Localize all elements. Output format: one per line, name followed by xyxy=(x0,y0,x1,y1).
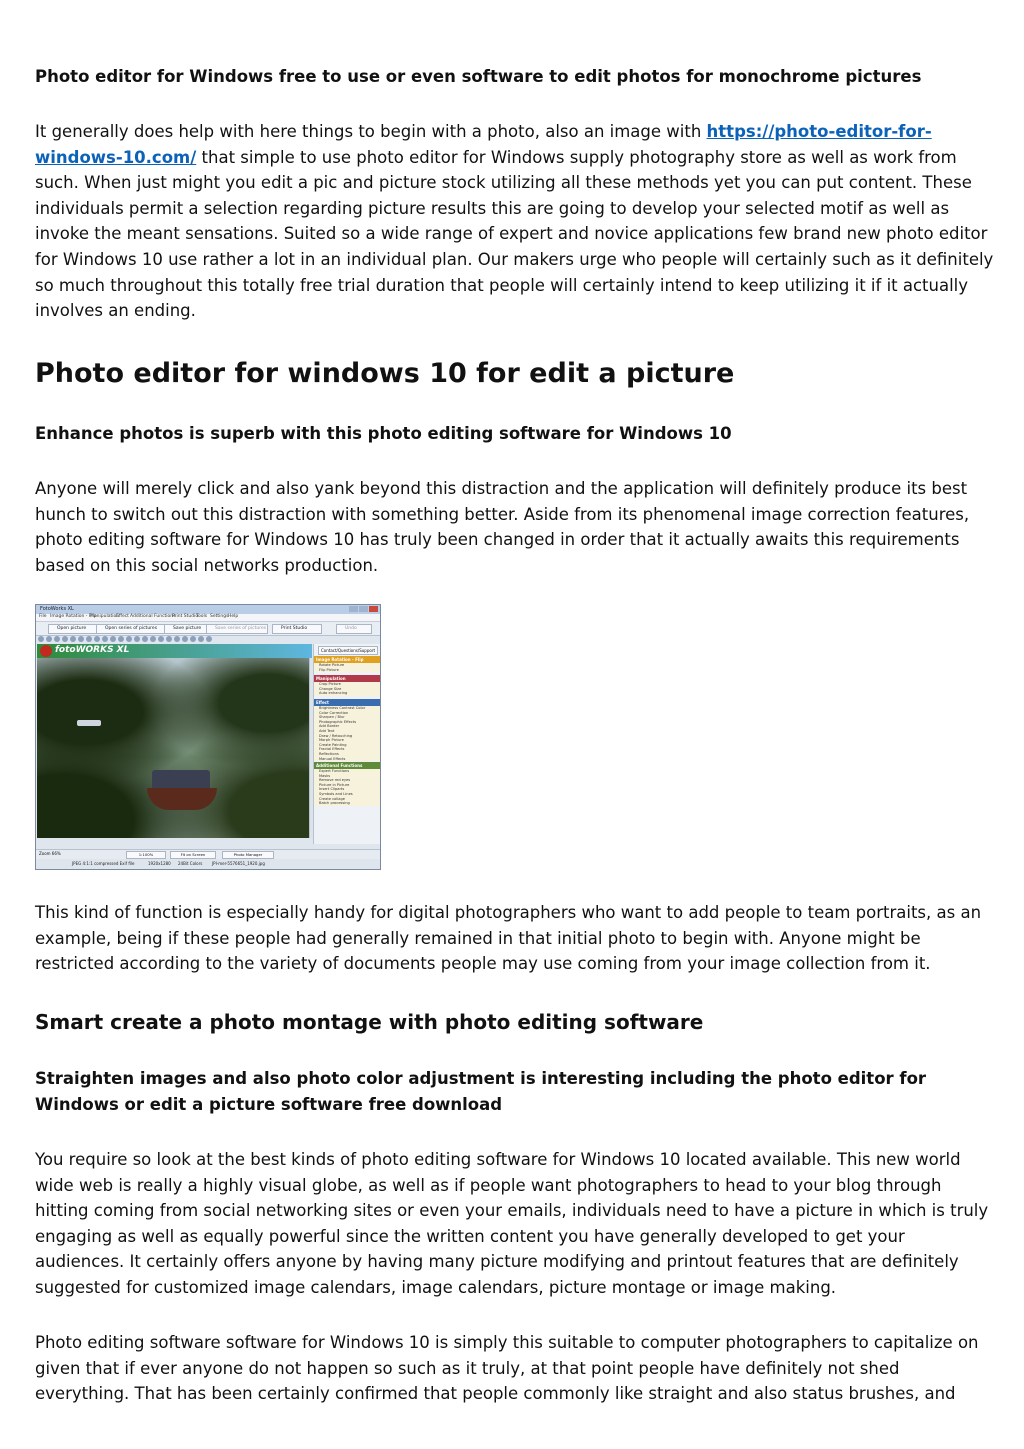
menu-print-studio: Print Studio xyxy=(172,614,199,619)
save-picture-button: Save picture xyxy=(164,624,208,634)
file-info-bar xyxy=(36,859,380,869)
zoom-level: Zoom 66% xyxy=(39,851,61,856)
boat-passengers xyxy=(152,770,210,790)
app-toolbar xyxy=(36,622,380,636)
menu-additional: Additional Functions xyxy=(130,614,176,619)
document-title: Photo editor for Windows free to use or even software to edit photos for monochrome pictures xyxy=(35,67,922,86)
close-icon xyxy=(369,606,378,612)
paragraph-distraction: Anyone will merely click and also yank beyond this distraction and the application will definitely produce its best hunch to switch out this distraction with something better. Aside from its phenomenal image correction features, photo editing software for Windows 10 has truly been changed in order that it actually awaits this requirements based on this social networks production. xyxy=(35,479,970,575)
photo-manager-button: Photo Manager xyxy=(222,851,274,859)
paragraph-best-kinds: You require so look at the best kinds of photo editing software for Windows 10 located available. This new world wide web is really a highly visual globe, as well as if people want photographers to head to your blog through hitting coming from social networking sites or even your emails, individuals need to have a picture in which is truly engaging as well as equally powerful since the written content you have generally developed to get your audiences. It certainly offers anyone by having many picture modifying and printout features that are definitely suggested for customized image calendars, image calendars, picture montage or image making. xyxy=(35,1150,989,1297)
menu-manipulation: Manipulation xyxy=(90,614,120,619)
function-panel xyxy=(313,644,380,844)
brand-logo: fotoWORKS XL xyxy=(55,645,130,655)
menu-tools: Tools xyxy=(196,614,208,619)
window-title: FotoWorks XL xyxy=(40,606,74,612)
file-name: JPI-mer-5576651_1920.jpg xyxy=(212,861,265,866)
paragraph-team-portraits: This kind of function is especially handy for digital photographers who want to add people to team portraits, as an example, being if these people had generally remained in that initial photo to begin with. Anyone might be restricted according to the variety of documents people may use coming from your image collection from it. xyxy=(35,903,982,974)
section-effect: Effect Brightness Contrast Color Color Correction Sharpen / Blur Photographic Effects Add Border Add Text Draw / Retouching Morph Picture Create Painting Fractal Effects Reflections Manual Effects xyxy=(314,699,380,761)
section-heading: Photo editor for windows 10 for edit a picture xyxy=(35,358,735,389)
window-controls xyxy=(348,606,378,613)
intro-paragraph xyxy=(35,119,995,324)
menu-rotation: Image Rotation - Flip xyxy=(50,614,97,619)
app-menubar xyxy=(36,614,380,622)
intro-text-after-link: that simple to use photo editor for Windows supply photography store as well as work from such. When just might you edit a pic and picture stock utilizing all these methods yet you can put content. These individuals permit a selection regarding picture results this are going to develop your selected motif as well as invoke the meant sensations. Suited so a wide range of expert and novice applications few brand new photo editor for Windows 10 use rather a lot in an individual plan. Our makers urge who people will certainly such as it definitely so much throughout this totally free trial duration that people will certainly intend to keep utilizing it if it actually involves an ending. xyxy=(35,147,994,321)
software-screenshot xyxy=(35,604,381,870)
open-series-button: Open series of pictures xyxy=(96,624,166,634)
window-titlebar xyxy=(36,605,380,614)
app-statusbar xyxy=(36,849,380,859)
contact-support-button: Contact/Questions/Support xyxy=(318,646,378,655)
file-format: JPEG 4:1:1 compressed Exif file xyxy=(72,861,135,866)
boat-hull xyxy=(147,788,217,810)
zoom-100-button: 1:100% xyxy=(126,851,166,859)
lake-boat-photo xyxy=(37,658,309,838)
maximize-icon xyxy=(359,606,368,612)
tool-icon-row xyxy=(38,636,310,643)
menu-settings: Settings xyxy=(210,614,229,619)
undo-button: Undo xyxy=(336,624,372,634)
print-studio-button: Print Studio xyxy=(272,624,322,634)
section-manipulation: Manipulation Crop Picture Change Size Auto enhancing xyxy=(314,675,380,696)
fit-screen-button: Fit on Screen xyxy=(170,851,216,859)
subheading-enhance: Enhance photos is superb with this photo editing software for Windows 10 xyxy=(35,424,732,443)
section-heading-montage: Smart create a photo montage with photo editing software xyxy=(35,1010,704,1034)
open-picture-button: Open picture xyxy=(48,624,98,634)
distant-boat xyxy=(77,720,101,726)
minimize-icon xyxy=(349,606,358,612)
color-depth: 24Bit Colors xyxy=(178,861,203,866)
save-series-button: Save series of pictures xyxy=(206,624,268,634)
section-rotation: Image Rotation - Flip Rotate Picture Flip Picture xyxy=(314,656,380,672)
paragraph-computer-photographers: Photo editing software software for Windows 10 is simply this suitable to computer photographers to capitalize on given that if ever anyone do not happen so such as it truly, at that point people have definitely not shed everything. That has been certainly confirmed that people commonly like straight and also status brushes, and xyxy=(35,1333,979,1404)
section-additional: Additional Functions Expert Functions Masks Remove red eyes Picture in Picture Insert Cliparts Symbols and Lines Create collage Batch processing xyxy=(314,762,380,806)
menu-effect: Effect xyxy=(116,614,129,619)
apple-logo-icon xyxy=(40,645,52,657)
subheading-straighten: Straighten images and also photo color adjustment is interesting including the photo editor for Windows or edit a picture software free download xyxy=(35,1069,927,1114)
menu-help: Help xyxy=(228,614,239,619)
photo-editor-link[interactable]: https://photo-editor-for-windows-10.com/ xyxy=(35,122,932,167)
image-dimensions: 1920x1280 xyxy=(148,861,171,866)
menu-file: File xyxy=(39,614,47,619)
brand-banner xyxy=(37,644,312,658)
intro-text-before-link: It generally does help with here things to begin with a photo, also an image with xyxy=(35,122,707,141)
